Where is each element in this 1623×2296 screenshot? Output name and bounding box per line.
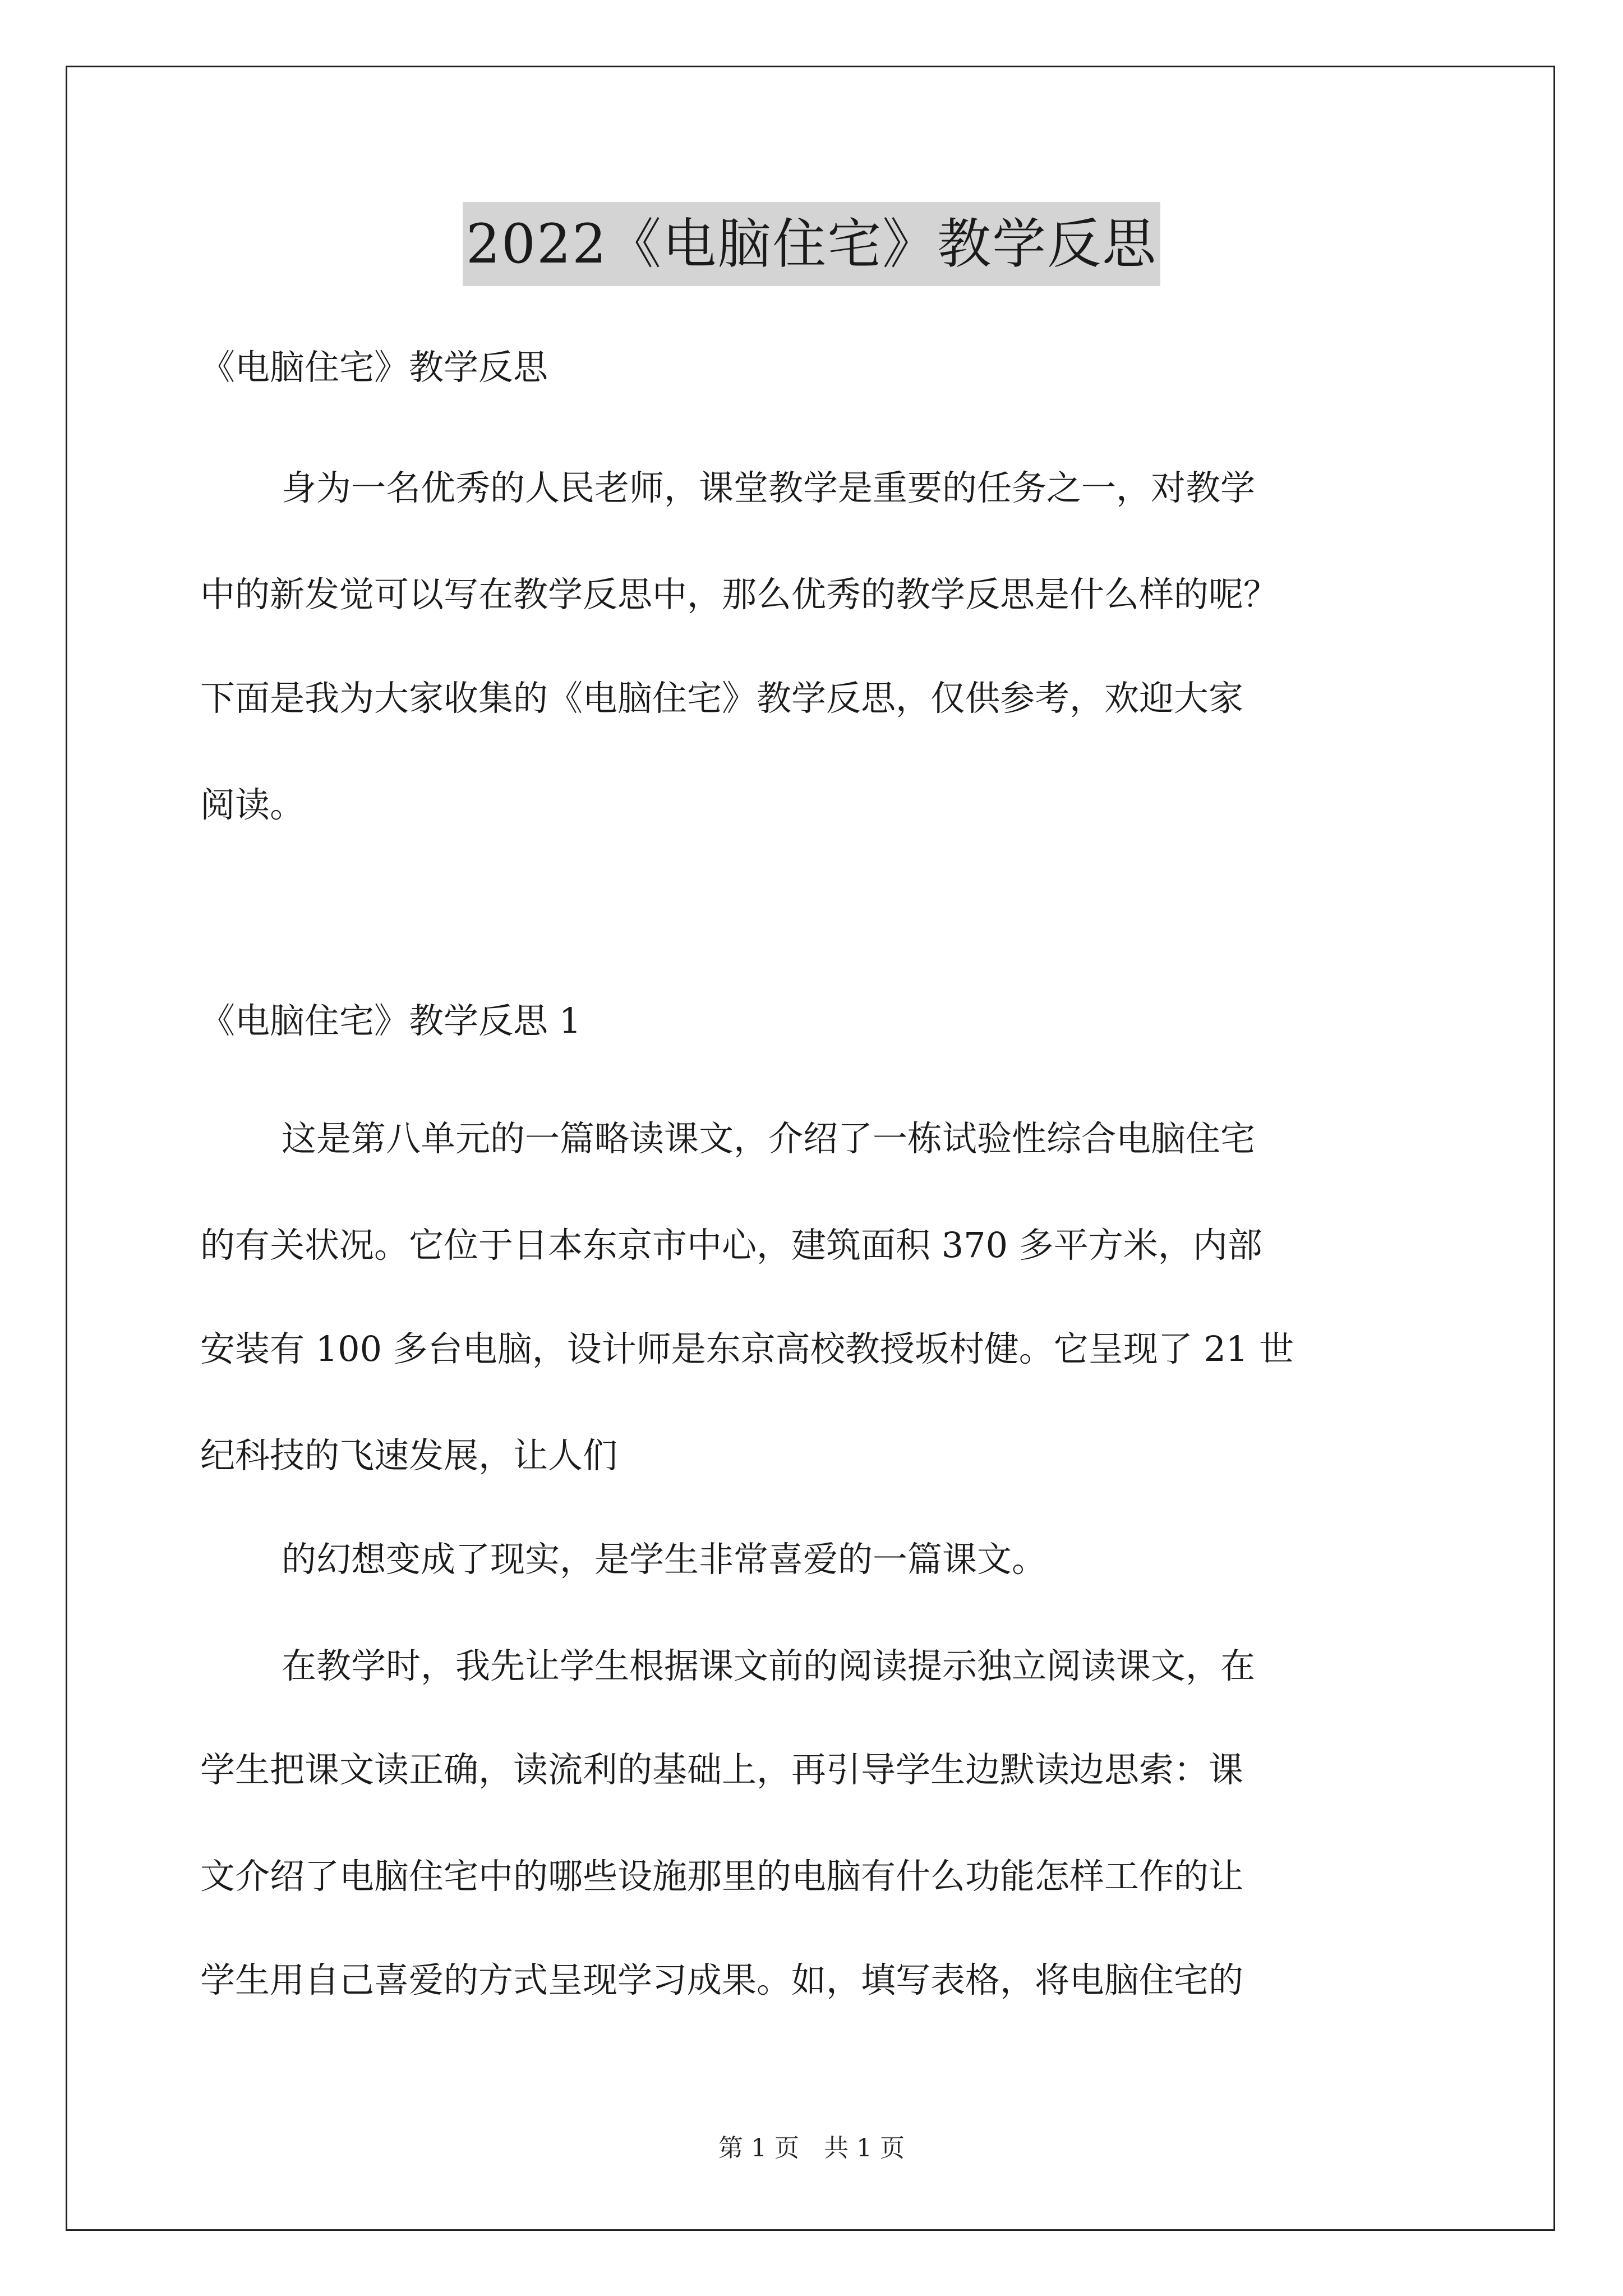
paragraph-line: 阅读。 [200,784,305,825]
paragraph-line: 这是第八单元的一篇略读课文，介绍了一栋试验性综合电脑住宅 [282,1118,1256,1159]
document-title: 2022《电脑住宅》教学反思 [463,202,1160,286]
paragraph-line: 纪科技的飞速发展，让人们 [200,1435,618,1476]
paragraph-line: 文介绍了电脑住宅中的哪些设施那里的电脑有什么功能怎样工作的让 [200,1856,1244,1897]
section-heading: 《电脑住宅》教学反思 1 [200,1000,582,1041]
paragraph-line: 安装有 100 多台电脑，设计师是东京高校教授坂村健。它呈现了 21 世 [200,1328,1294,1369]
paragraph-line: 在教学时，我先让学生根据课文前的阅读提示独立阅读课文，在 [282,1645,1256,1686]
paragraph-line: 的有关状况。它位于日本东京市中心，建筑面积 370 多平方米，内部 [200,1225,1262,1266]
paragraph-line: 的幻想变成了现实，是学生非常喜爱的一篇课文。 [282,1539,1047,1580]
paragraph-line: 学生用自己喜爱的方式呈现学习成果。如，填写表格，将电脑住宅的 [200,1959,1244,2000]
page-number-footer: 第 1 页 共 1 页 [718,2134,905,2162]
title-container [0,202,1623,286]
paragraph-line: 学生把课文读正确，读流利的基础上，再引导学生边默读边思索：课 [200,1749,1244,1790]
paragraph-line: 身为一名优秀的人民老师，课堂教学是重要的任务之一，对教学 [282,467,1256,508]
paragraph-line: 下面是我为大家收集的《电脑住宅》教学反思，仅供参考，欢迎大家 [200,678,1244,719]
section-heading: 《电脑住宅》教学反思 [200,347,548,388]
paragraph-line: 中的新发觉可以写在教学反思中，那么优秀的教学反思是什么样的呢？ [200,574,1279,615]
